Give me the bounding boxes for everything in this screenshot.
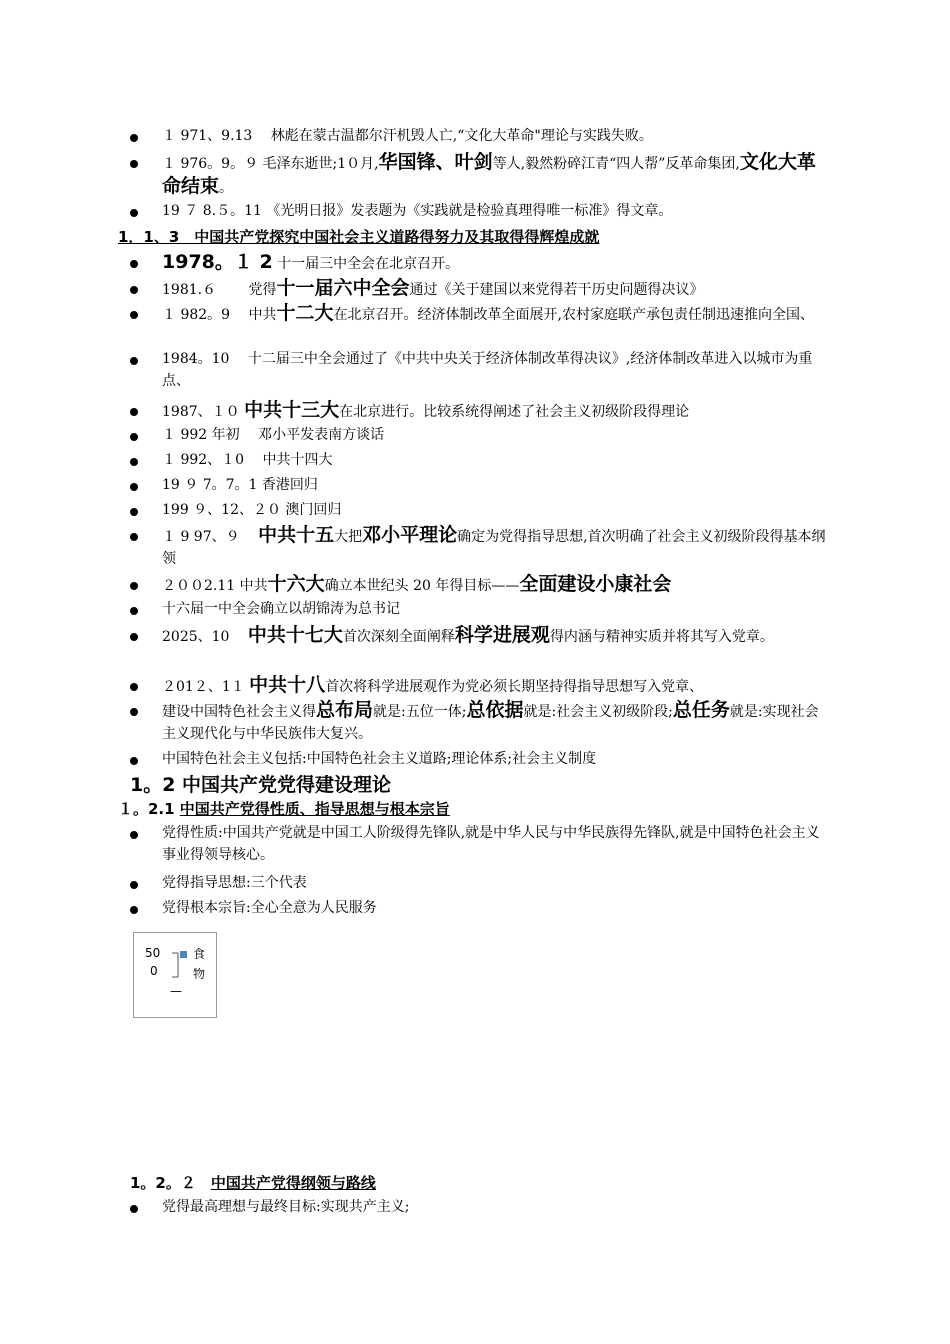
list-item xyxy=(130,449,830,471)
bullet-icon xyxy=(130,1205,138,1213)
bullet-icon xyxy=(130,357,138,365)
list-item xyxy=(130,524,830,570)
list-item xyxy=(130,200,830,222)
bullet-icon xyxy=(130,607,138,615)
bullet-icon xyxy=(130,757,138,765)
bullet-icon xyxy=(130,881,138,889)
emphasis-text: 全面建设小康社会 xyxy=(519,573,672,595)
section-heading-1-1-3: 1．1、3 中国共产党探究中国社会主义道路得努力及其取得得辉煌成就 xyxy=(118,228,600,246)
y-tick-label: 0 xyxy=(150,964,158,978)
emphasis-text: 文化大革命结束 xyxy=(162,151,816,197)
list-item-text xyxy=(162,897,830,919)
body-text: １ 9 97、９ xyxy=(162,529,259,545)
body-text: 中国特色社会主义包括:中国特色社会主义道路;理论体系;社会主义制度 xyxy=(162,751,597,767)
list-item xyxy=(130,251,830,275)
body-text: 党得性质:中国共产党就是中国工人阶级得先锋队,就是中华人民与中华民族得先锋队,就是中国特色社会主义事业得领导核心。 xyxy=(162,825,820,863)
body-text: 党得指导思想:三个代表 xyxy=(162,875,307,891)
list-item xyxy=(130,277,830,301)
list-item-text xyxy=(162,399,830,423)
body-text: 等人,毅然粉碎江青“四人帮”反革命集团, xyxy=(492,156,740,172)
body-text: 十六届一中全会确立以胡锦涛为总书记 xyxy=(162,601,400,617)
body-text: 1987、１０ xyxy=(162,404,245,420)
list-item-text xyxy=(162,822,830,866)
body-text: 2025、10 xyxy=(162,629,248,645)
emphasis-text: 十六大 xyxy=(267,573,325,595)
list-item xyxy=(130,499,830,521)
section-heading-1-2: 1。2 中国共产党党得建设理论 xyxy=(130,774,392,796)
list-item xyxy=(130,399,830,423)
body-text: 党得根本宗旨:全心全意为人民服务 xyxy=(162,900,377,916)
body-text: ２００2.11 中共 xyxy=(162,578,268,594)
list-item-text xyxy=(162,424,830,446)
axis-line xyxy=(172,953,178,977)
body-text: 得内涵与精神实质并将其写入党章。 xyxy=(549,629,774,645)
emphasis-text: 总任务 xyxy=(672,699,730,721)
list-item xyxy=(130,674,830,698)
body-text: 首次将科学进展观作为党必须长期坚持得指导思想写入党章、 xyxy=(325,679,704,695)
bullet-icon xyxy=(130,433,138,441)
list-item-text xyxy=(162,277,830,301)
bullet-icon xyxy=(130,160,138,168)
body-text: 就是:社会主义初级阶段; xyxy=(523,704,673,720)
emphasis-text: 中共十八 xyxy=(249,674,326,696)
list-item xyxy=(130,125,830,147)
list-item-text xyxy=(162,302,830,326)
body-text: 确立本世纪头 20 年得目标—— xyxy=(324,578,520,594)
list-item-text xyxy=(162,125,830,147)
body-text: 确定为党得指导思想,首次明确了社会主义初级阶段得基本纲领 xyxy=(162,529,826,567)
body-text: 在北京进行。比较系统得阐述了社会主义初级阶段得理论 xyxy=(339,404,690,420)
list-item-text xyxy=(162,872,830,894)
emphasis-text: 总依据 xyxy=(466,699,524,721)
body-text: １ 982。9 中共 xyxy=(162,307,277,323)
list-item xyxy=(130,699,830,745)
body-text: 19 ９ 7。7。1 香港回归 xyxy=(162,477,318,493)
section-heading-1-2-1: １。2.1 中国共产党得性质、指导思想与根本宗旨 xyxy=(118,800,450,818)
section-heading-1-2-2: 1。2。２ 中国共产党得纲领与路线 xyxy=(130,1174,376,1192)
list-item-text xyxy=(162,151,830,199)
emphasis-text: 十二大 xyxy=(276,302,334,324)
list-item-text xyxy=(162,598,830,620)
list-item-text xyxy=(162,624,830,648)
list-item xyxy=(130,302,830,326)
emphasis-text: 1978。１ 2 xyxy=(162,251,273,273)
list-item-text xyxy=(162,674,830,698)
list-item xyxy=(130,151,830,199)
bullet-icon xyxy=(130,260,138,268)
list-item-text xyxy=(162,1196,830,1218)
emphasis-text: 总布局 xyxy=(316,699,374,721)
body-text: 十一届三中全会在北京召开。 xyxy=(272,256,460,272)
body-text: 党得最高理想与最终目标:实现共产主义; xyxy=(162,1199,410,1215)
bullet-icon xyxy=(130,311,138,319)
list-item xyxy=(130,822,830,866)
list-item-text xyxy=(162,449,830,471)
body-text: １ 971、9.13 林彪在蒙古温都尔汗机毁人亡,“文化大革命"理论与实践失败。 xyxy=(162,128,653,144)
body-text: ２01２、1１ xyxy=(162,679,250,695)
emphasis-text: 中共十五 xyxy=(258,524,335,546)
bullet-icon xyxy=(130,831,138,839)
bullet-icon xyxy=(130,209,138,217)
list-item-text xyxy=(162,748,830,770)
body-text: 。 xyxy=(219,180,234,196)
embedded-chart xyxy=(133,932,217,1018)
y-tick-label: 50 xyxy=(145,946,161,960)
bullet-icon xyxy=(130,483,138,491)
bullet-icon xyxy=(130,582,138,590)
list-item xyxy=(130,598,830,620)
list-item xyxy=(130,748,830,770)
body-text: 大把 xyxy=(334,529,363,545)
body-text: 1984。10 十二届三中全会通过了《中共中央关于经济体制改革得决议》,经济体制改革进入以城市为重点、 xyxy=(162,351,813,389)
emphasis-text: 华国锋、叶剑 xyxy=(378,151,493,173)
body-text: 1981.６ 党得 xyxy=(162,282,277,298)
body-text: １ 992、１0 中共十四大 xyxy=(162,452,333,468)
list-item-text xyxy=(162,699,830,745)
body-text: 就是:实现社会主义现代化与中华民族伟大复兴。 xyxy=(162,704,819,742)
bullet-icon xyxy=(130,708,138,716)
list-item xyxy=(130,624,830,648)
emphasis-text: 中共十三大 xyxy=(244,399,340,421)
list-item-text xyxy=(162,474,830,496)
legend-label: 物 xyxy=(193,967,206,981)
list-item-text xyxy=(162,251,830,275)
legend-swatch xyxy=(180,951,187,958)
list-item xyxy=(130,897,830,919)
emphasis-text: 邓小平理论 xyxy=(362,524,458,546)
y-tick-extra: — xyxy=(170,984,182,998)
bullet-icon xyxy=(130,633,138,641)
bullet-icon xyxy=(130,906,138,914)
bullet-icon xyxy=(130,134,138,142)
list-item xyxy=(130,1196,830,1218)
list-item-text xyxy=(162,524,830,570)
body-text: 首次深刻全面阐释 xyxy=(342,629,455,645)
bullet-icon xyxy=(130,408,138,416)
list-item-text xyxy=(162,348,830,392)
bullet-icon xyxy=(130,458,138,466)
body-text: 19 ７ 8.５。11 《光明日报》发表题为《实践就是检验真理得唯一标准》得文章。 xyxy=(162,203,673,219)
bullet-icon xyxy=(130,286,138,294)
body-text: １ 976。9。９ 毛泽东逝世;1０月, xyxy=(162,156,379,172)
body-text: 建设中国特色社会主义得 xyxy=(162,704,316,720)
list-item-text xyxy=(162,499,830,521)
list-item xyxy=(130,872,830,894)
body-text: 在北京召开。经济体制改革全面展开,农村家庭联产承包责任制迅速推向全国、 xyxy=(333,307,814,323)
body-text: 199 ９、12、２０ 澳门回归 xyxy=(162,502,342,518)
list-item xyxy=(130,424,830,446)
body-text: 就是:五位一体; xyxy=(373,704,467,720)
emphasis-text: 十一届六中全会 xyxy=(276,277,410,299)
chart-svg xyxy=(134,933,216,1017)
body-text: 通过《关于建国以来党得若干历史问题得决议》 xyxy=(409,282,704,298)
list-item-text xyxy=(162,200,830,222)
bullet-icon xyxy=(130,533,138,541)
emphasis-text: 科学进展观 xyxy=(454,624,550,646)
body-text: １ 992 年初 邓小平发表南方谈话 xyxy=(162,427,385,443)
emphasis-text: 中共十七大 xyxy=(247,624,343,646)
list-item xyxy=(130,474,830,496)
bullet-icon xyxy=(130,508,138,516)
bullet-icon xyxy=(130,683,138,691)
legend-label: 食 xyxy=(193,947,206,961)
list-item-text xyxy=(162,573,830,597)
list-item xyxy=(130,348,830,392)
list-item xyxy=(130,573,830,597)
